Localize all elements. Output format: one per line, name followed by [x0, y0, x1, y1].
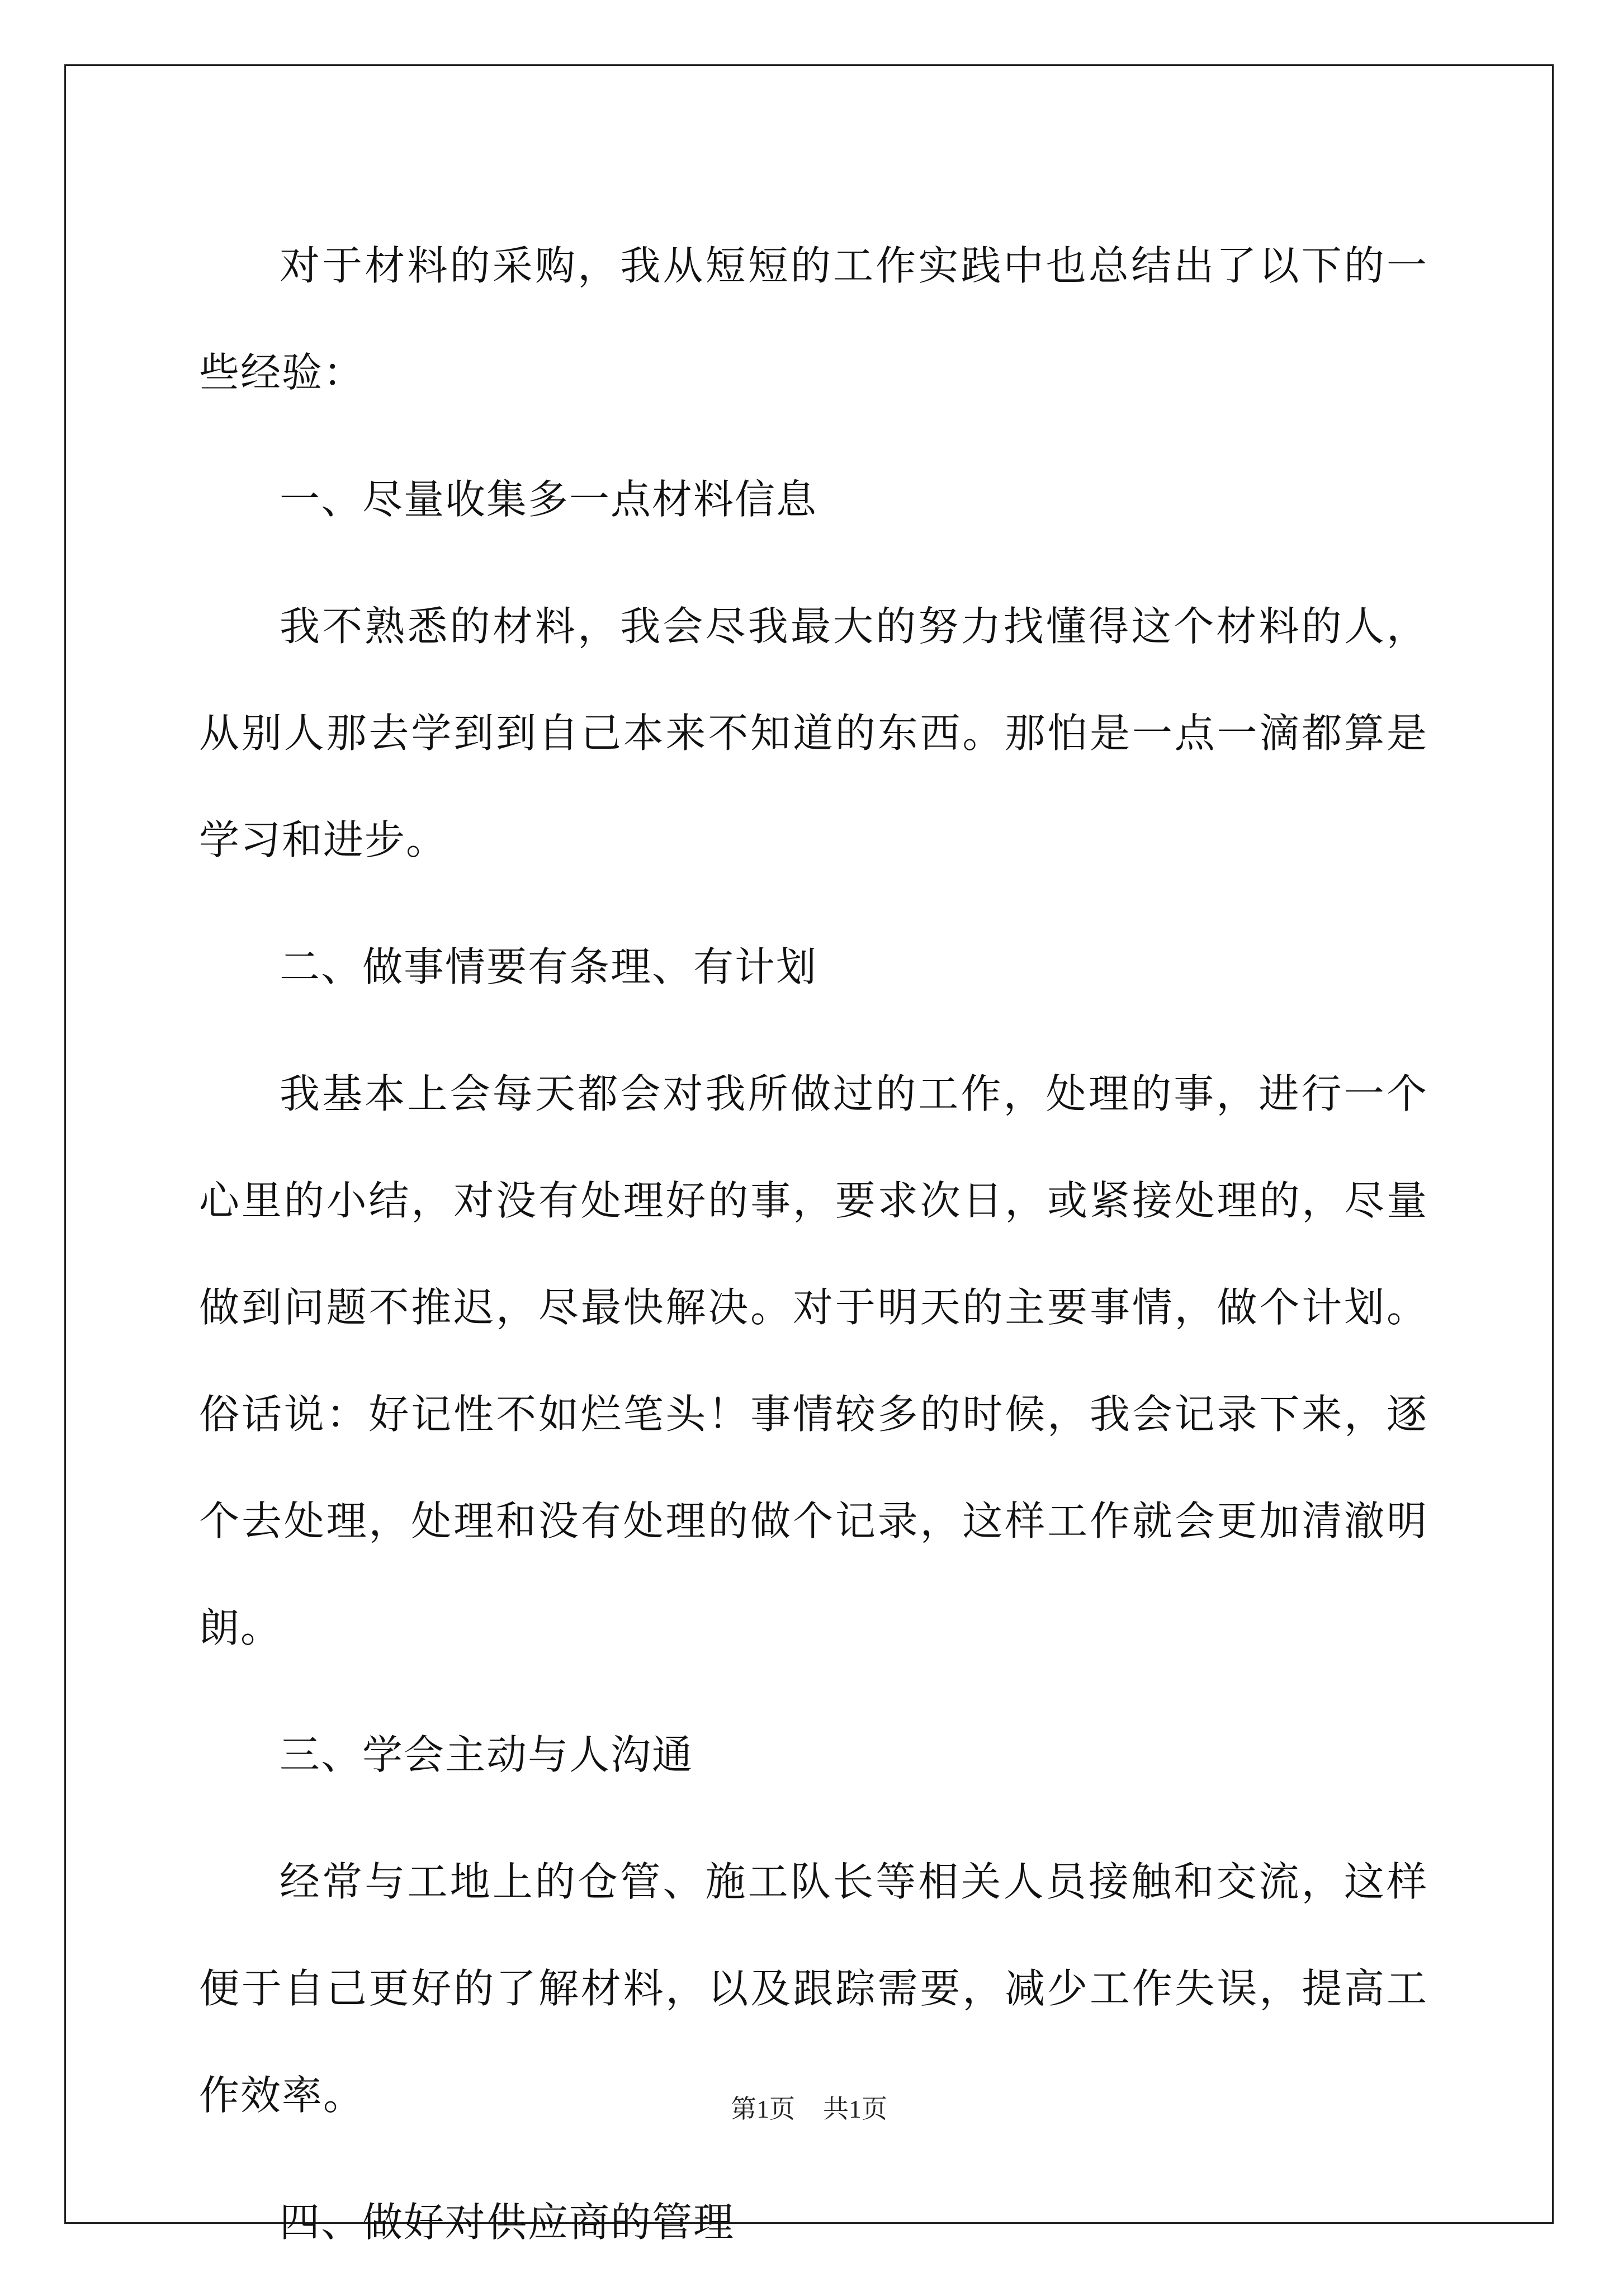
heading-section-2: 二、做事情要有条理、有计划	[280, 943, 818, 990]
heading-section-4: 四、做好对供应商的管理	[280, 2199, 735, 2246]
paragraph-intro: 对于材料的采购，我从短短的工作实践中也总结出了以下的一些经验：	[199, 242, 1428, 396]
document-body	[199, 212, 1428, 2296]
page-number-total: 共1页	[823, 2095, 887, 2123]
heading-section-3: 三、学会主动与人沟通	[280, 1731, 694, 1778]
heading-section-1: 一、尽量收集多一点材料信息	[280, 476, 818, 523]
paragraph-section-3: 经常与工地上的仓管、施工队长等相关人员接触和交流，这样便于自己更好的了解材料，以及跟踪需要，减少工作失误，提高工作效率。	[199, 1858, 1428, 2119]
page-footer	[0, 2089, 1618, 2125]
paragraph-section-1: 我不熟悉的材料，我会尽我最大的努力找懂得这个材料的人，从别人那去学到到自己本来不知道的东西。那怕是一点一滴都算是学习和进步。	[199, 603, 1428, 863]
page-number-current: 第1页	[731, 2095, 795, 2123]
paragraph-section-2: 我基本上会每天都会对我所做过的工作，处理的事，进行一个心里的小结，对没有处理好的事，要求次日，或紧接处理的，尽量做到问题不推迟，尽最快解决。对于明天的主要事情，做个计划。俗话说：好记性不如烂笔头！事情较多的时候，我会记录下来，逐个去处理，处理和没有处理的做个记录，这样工作就会更加清澈明朗。	[199, 1070, 1428, 1651]
